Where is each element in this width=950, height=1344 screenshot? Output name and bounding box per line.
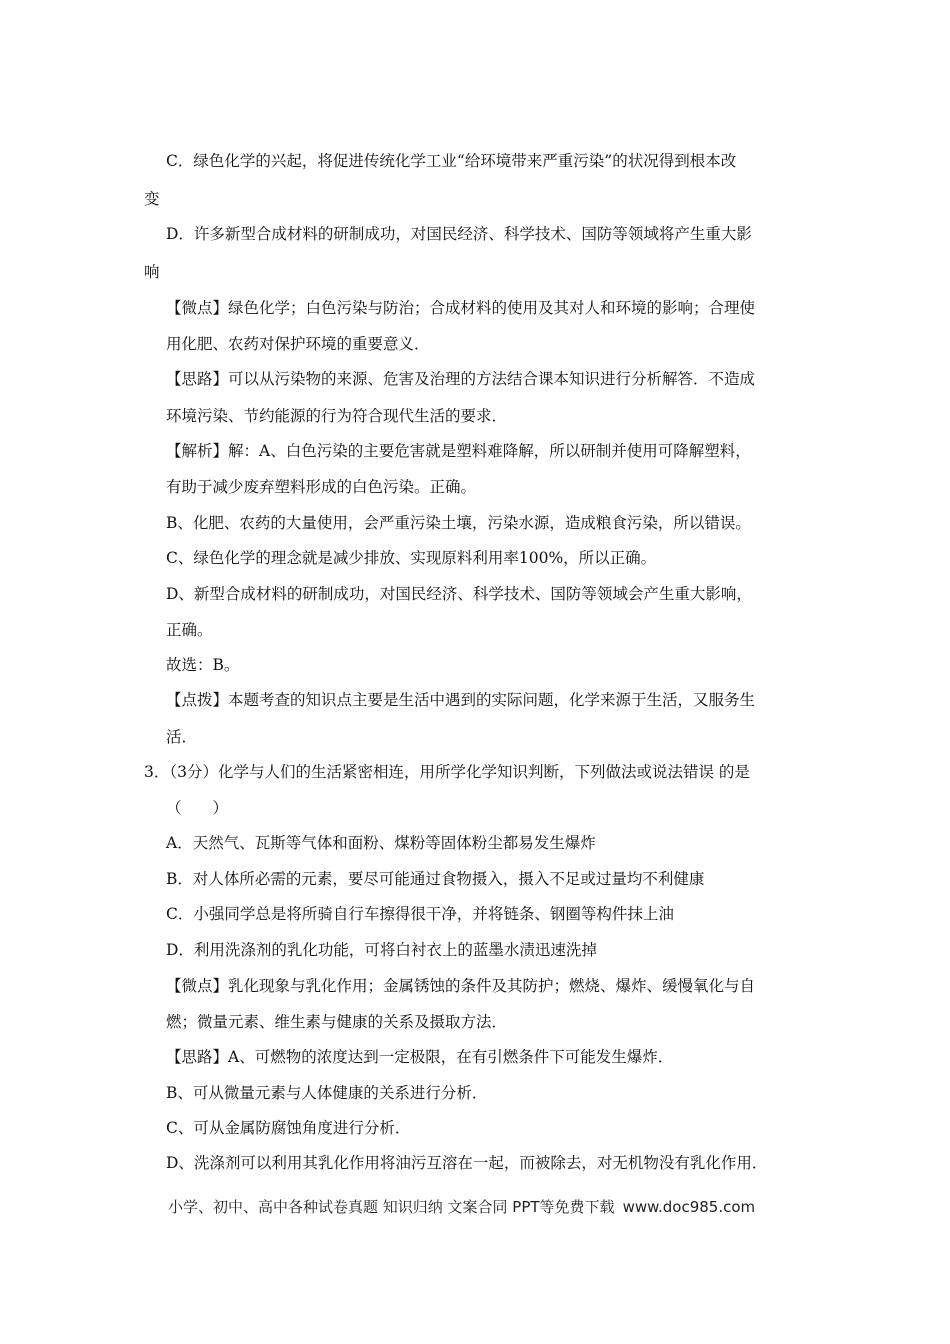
text-line: 用化肥、农药对保护环境的重要意义． xyxy=(166,335,430,353)
footer-url-link[interactable]: www.doc985.com xyxy=(622,1198,756,1216)
text-line: D．许多新型合成材料的研制成功，对国民经济、科学技术、国防等领域将产生重大影 xyxy=(166,225,752,243)
text-line: 【微点】绿色化学；白色污染与防治；合成材料的使用及其对人和环境的影响；合理使 xyxy=(166,299,756,317)
text-line: 故选：B。 xyxy=(166,656,240,674)
text-line: 有助于减少废弃塑料形成的白色污染。正确。 xyxy=(166,478,477,496)
question-stem: 3．（3分）化学与人们的生活紧密相连，用所学化学知识判断，下列做法或说法错误 的是 xyxy=(144,763,750,781)
page-footer xyxy=(168,1196,755,1217)
option-b: B．对人体所必需的元素，要尽可能通过食物摄入，摄入不足或过量均不利健康 xyxy=(166,870,705,888)
text-line: 环境污染、节约能源的行为符合现代生活的要求． xyxy=(166,407,508,425)
text-line: D、洗涤剂可以利用其乳化作用将油污互溶在一起，而被除去，对无机物没有乳化作用． xyxy=(166,1154,768,1172)
text-line: D、新型合成材料的研制成功，对国民经济、科学技术、国防等领域会产生重大影响， xyxy=(166,585,752,603)
text-line: C．绿色化学的兴起，将促进传统化学工业“给环境带来严重污染”的状况得到根本改 xyxy=(166,152,737,170)
text-line: 活． xyxy=(166,728,198,746)
text-line: 【点拨】本题考查的知识点主要是生活中遇到的实际问题，化学来源于生活，又服务生 xyxy=(166,691,756,709)
text-line: 响 xyxy=(144,263,160,281)
text-line: 燃；微量元素、维生素与健康的关系及摄取方法． xyxy=(166,1013,508,1031)
text-line: B、化肥、农药的大量使用，会严重污染土壤，污染水源，造成粮食污染，所以错误。 xyxy=(166,514,751,532)
text-line: 【思路】可以从污染物的来源、危害及治理的方法结合课本知识进行分析解答．不造成 xyxy=(166,370,756,388)
option-a: A．天然气、瓦斯等气体和面粉、煤粉等固体粉尘都易发生爆炸 xyxy=(166,834,596,852)
text-line: C、绿色化学的理念就是减少排放、实现原料利用率100%，所以正确。 xyxy=(166,549,657,567)
text-line: C、可从金属防腐蚀角度进行分析． xyxy=(166,1119,411,1137)
option-d: D．利用洗涤剂的乳化功能，可将白衬衣上的蓝墨水渍迅速洗掉 xyxy=(166,941,597,959)
text-line: 【思路】A、可燃物的浓度达到一定极限，在有引燃条件下可能发生爆炸． xyxy=(166,1048,674,1066)
text-line: 【解析】解：A、白色污染的主要危害就是塑料难降解，所以研制并使用可降解塑料， xyxy=(166,442,751,460)
text-line: 【微点】乳化现象与乳化作用；金属锈蚀的条件及其防护；燃烧、爆炸、缓慢氧化与自 xyxy=(166,977,756,995)
text-line: B、可从微量元素与人体健康的关系进行分析． xyxy=(166,1084,488,1102)
footer-text: 小学、初中、高中各种试卷真题 知识归纳 文案合同 PPT等免费下载 xyxy=(168,1198,615,1216)
option-c: C．小强同学总是将所骑自行车擦得很干净，并将链条、钢圈等构件抹上油 xyxy=(166,905,674,923)
answer-bracket: （ ） xyxy=(166,799,229,817)
text-line: 变 xyxy=(144,190,160,208)
text-line: 正确。 xyxy=(166,621,213,639)
